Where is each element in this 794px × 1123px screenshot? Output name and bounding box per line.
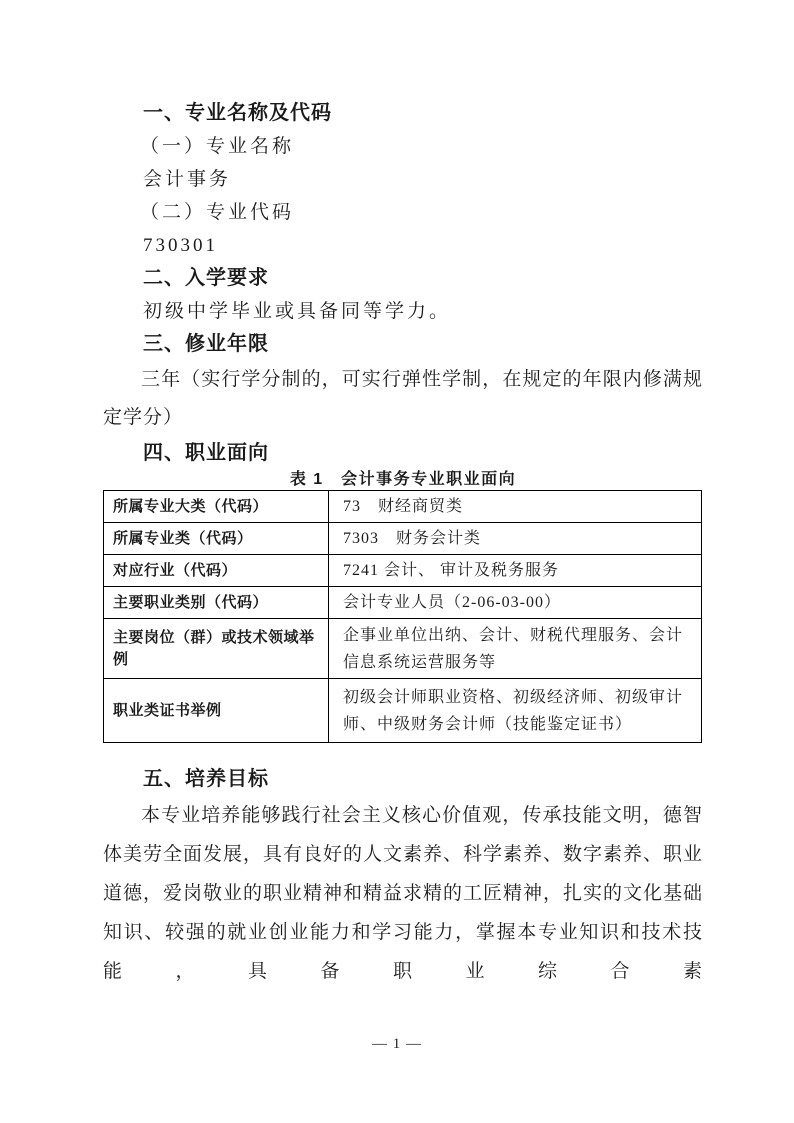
table-row-value: 初级会计师职业资格、初级经济师、初级审计师、中级财务会计师（技能鉴定证书） <box>329 679 702 743</box>
study-period-text: 三年（实行学分制的，可实行弹性学制，在规定的年限内修满规定学分） <box>103 369 703 428</box>
document-content <box>103 97 703 991</box>
subheading-major-name: （一）专业名称 <box>140 136 295 157</box>
entrance-requirement-text: 初级中学毕业或具备同等学力。 <box>143 301 452 322</box>
table-row-label: 对应行业（代码） <box>104 555 329 587</box>
training-objective-text: 本专业培养能够践行社会主义核心价值观，传承技能文明，德智体美劳全面发展，具有良好的人文素养、科学素养、数字素养、职业道德，爱岗敬业的职业精神和精益求精的工匠精神，扎实的文化基础知识、较强的就业创业能力和学习能力，掌握本专业知识和技术技能，具备职业综合素 <box>103 805 704 982</box>
section-heading-1: 一、专业名称及代码 <box>143 102 332 124</box>
table-row <box>104 491 702 523</box>
table-row-value: 7303 财务会计类 <box>329 523 702 555</box>
section-heading-4: 四、职业面向 <box>143 442 269 464</box>
page-number: — 1 — <box>372 1036 422 1052</box>
spacer <box>103 743 703 763</box>
table-row <box>104 619 702 679</box>
table-row <box>104 555 702 587</box>
table-row-value: 7241 会计、 审计及税务服务 <box>329 555 702 587</box>
major-code-value: 730301 <box>143 235 218 256</box>
table-caption: 表 1 会计事务专业职业面向 <box>289 471 517 488</box>
subheading-major-code: （二）专业代码 <box>140 202 295 223</box>
table-row-value: 73 财经商贸类 <box>329 491 702 523</box>
table-row-value: 企事业单位出纳、会计、财税代理服务、会计信息系统运营服务等 <box>329 619 702 679</box>
table-row-label: 主要职业类别（代码） <box>104 587 329 619</box>
table-row-label: 所属专业大类（代码） <box>104 491 329 523</box>
section-heading-2: 二、入学要求 <box>143 267 269 289</box>
major-name-value: 会计事务 <box>143 169 232 190</box>
table-row-value: 会计专业人员（2-06-03-00） <box>329 587 702 619</box>
section-heading-3: 三、修业年限 <box>143 333 269 355</box>
table-row-label: 主要岗位（群）或技术领域举例 <box>104 619 329 679</box>
table-row-label: 职业类证书举例 <box>104 679 329 743</box>
career-orientation-table <box>103 490 702 743</box>
table-row-label: 所属专业类（代码） <box>104 523 329 555</box>
table-row <box>104 523 702 555</box>
section-heading-5: 五、培养目标 <box>143 768 269 790</box>
table-row <box>104 679 702 743</box>
table-row <box>104 587 702 619</box>
